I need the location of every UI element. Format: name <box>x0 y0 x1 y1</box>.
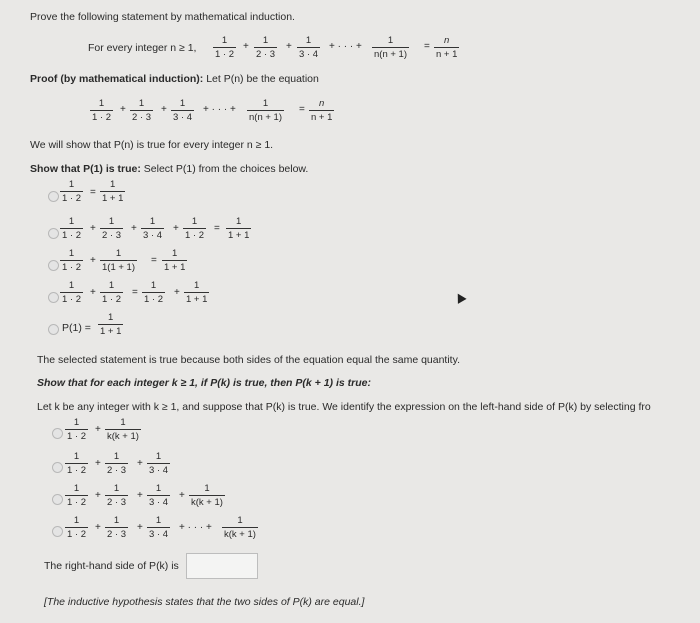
plus-sign: + <box>137 490 143 501</box>
mouse-cursor-icon <box>453 291 466 304</box>
plus-sign: + <box>137 458 143 469</box>
plus-sign: + <box>174 287 180 298</box>
lhs-choice-a-term-2: 1 k(k + 1) <box>107 417 139 442</box>
plus-sign: + <box>95 522 101 533</box>
lhs-choice-d-term-1: 1 1 · 2 <box>67 515 87 540</box>
plus-sign: + <box>95 458 101 469</box>
choice-e-label: P(1) = <box>62 322 91 334</box>
proof-text: Let P(n) be the equation <box>206 73 319 85</box>
choice-b-radio[interactable] <box>48 228 59 239</box>
rhs-label: The right-hand side of P(k) is <box>44 560 179 572</box>
plus-sign: + <box>173 223 179 234</box>
plus-sign: + <box>120 104 126 115</box>
choice-b-rhs: 1 1 + 1 <box>228 216 250 241</box>
step2-text: Let k be any integer with k ≥ 1, and suppose that P(k) is true. We identify the expression on the left-hand side of P(k) by selecting fro <box>37 401 651 413</box>
statement-term-4: 1 n(n + 1) <box>374 35 408 60</box>
choice-d-mid: 1 1 · 2 <box>144 280 164 305</box>
choice-b-term-2: 1 2 · 3 <box>102 216 122 241</box>
plus-sign: + <box>90 287 96 298</box>
lhs-choice-c-radio[interactable] <box>52 494 63 505</box>
choice-b-term-3: 1 3 · 4 <box>143 216 163 241</box>
lhs-choice-c-term-1: 1 1 · 2 <box>67 483 87 508</box>
equals-sign: = <box>299 104 305 115</box>
lhs-choice-b-term-1: 1 1 · 2 <box>67 451 87 476</box>
equals-sign: = <box>132 287 138 298</box>
choice-d-radio[interactable] <box>48 292 59 303</box>
plus-sign: + <box>161 104 167 115</box>
choice-b-term-4: 1 1 · 2 <box>185 216 205 241</box>
plus-sign: + <box>286 41 292 52</box>
lhs-choice-c-term-3: 1 3 · 4 <box>149 483 169 508</box>
plus-sign: + <box>95 490 101 501</box>
hint-text: [The inductive hypothesis states that the two sides of P(k) are equal.] <box>44 596 365 608</box>
lhs-choice-b-radio[interactable] <box>52 462 63 473</box>
statement-term-3: 1 3 · 4 <box>299 35 319 60</box>
statement-term-2: 1 2 · 3 <box>256 35 276 60</box>
dots-sign: + · · · + <box>179 522 212 533</box>
choice-a-term-1: 1 1 · 2 <box>62 179 82 204</box>
equals-sign: = <box>424 41 430 52</box>
proof-rhs: n n + 1 <box>311 98 333 123</box>
rhs-answer-input[interactable] <box>186 553 258 579</box>
plus-sign: + <box>137 522 143 533</box>
lhs-choice-a-radio[interactable] <box>52 428 63 439</box>
choice-a-radio[interactable] <box>48 191 59 202</box>
choice-c-rhs: 1 1 + 1 <box>164 248 186 273</box>
lhs-choice-a-term-1: 1 1 · 2 <box>67 417 87 442</box>
proof-heading: Proof (by mathematical induction): <box>30 73 204 85</box>
lhs-choice-c-term-4: 1 k(k + 1) <box>191 483 223 508</box>
plus-sign: + <box>179 490 185 501</box>
prompt-text: Prove the following statement by mathematical induction. <box>30 11 295 23</box>
plus-sign: + <box>90 223 96 234</box>
choice-c-term-2: 1 1(1 + 1) <box>102 248 136 273</box>
statement-lead: For every integer n ≥ 1, <box>88 42 197 54</box>
lhs-choice-d-term-2: 1 2 · 3 <box>107 515 127 540</box>
lhs-choice-d-term-3: 1 3 · 4 <box>149 515 169 540</box>
equals-sign: = <box>151 255 157 266</box>
proof-term-3: 1 3 · 4 <box>173 98 193 123</box>
lhs-choice-c-term-2: 1 2 · 3 <box>107 483 127 508</box>
lhs-choice-b-term-2: 1 2 · 3 <box>107 451 127 476</box>
choice-a-rhs: 1 1 + 1 <box>102 179 124 204</box>
choice-e-rhs: 1 1 + 1 <box>100 312 122 337</box>
statement-rhs: n n + 1 <box>436 35 458 60</box>
choice-d-rhs: 1 1 + 1 <box>186 280 208 305</box>
proof-show-text: We will show that P(n) is true for every integer n ≥ 1. <box>30 139 274 151</box>
choice-c-term-1: 1 1 · 2 <box>62 248 82 273</box>
plus-sign: + <box>90 255 96 266</box>
step1-line <box>30 163 308 175</box>
equals-sign: = <box>214 223 220 234</box>
statement-term-1: 1 1 · 2 <box>215 35 235 60</box>
step1-text: Select P(1) from the choices below. <box>143 163 309 175</box>
equals-sign: = <box>90 187 96 198</box>
lhs-choice-d-term-4: 1 k(k + 1) <box>224 515 256 540</box>
lhs-choice-d-radio[interactable] <box>52 526 63 537</box>
proof-term-4: 1 n(n + 1) <box>249 98 283 123</box>
proof-term-1: 1 1 · 2 <box>92 98 112 123</box>
choice-b-term-1: 1 1 · 2 <box>62 216 82 241</box>
dots-sign: + · · · + <box>203 104 236 115</box>
proof-term-2: 1 2 · 3 <box>132 98 152 123</box>
proof-line <box>30 73 319 85</box>
choice-c-radio[interactable] <box>48 260 59 271</box>
plus-sign: + <box>243 41 249 52</box>
choice-d-term-2: 1 1 · 2 <box>102 280 122 305</box>
choice-e-radio[interactable] <box>48 324 59 335</box>
plus-sign: + <box>131 223 137 234</box>
step1-heading: Show that P(1) is true: <box>30 163 141 175</box>
lhs-choice-b-term-3: 1 3 · 4 <box>149 451 169 476</box>
dots-sign: + · · · + <box>329 41 362 52</box>
choice-d-term-1: 1 1 · 2 <box>62 280 82 305</box>
step2-heading: Show that for each integer k ≥ 1, if P(k) is true, then P(k + 1) is true: <box>37 377 371 389</box>
step1-conclusion: The selected statement is true because both sides of the equation equal the same quantity. <box>37 354 460 366</box>
plus-sign: + <box>95 424 101 435</box>
